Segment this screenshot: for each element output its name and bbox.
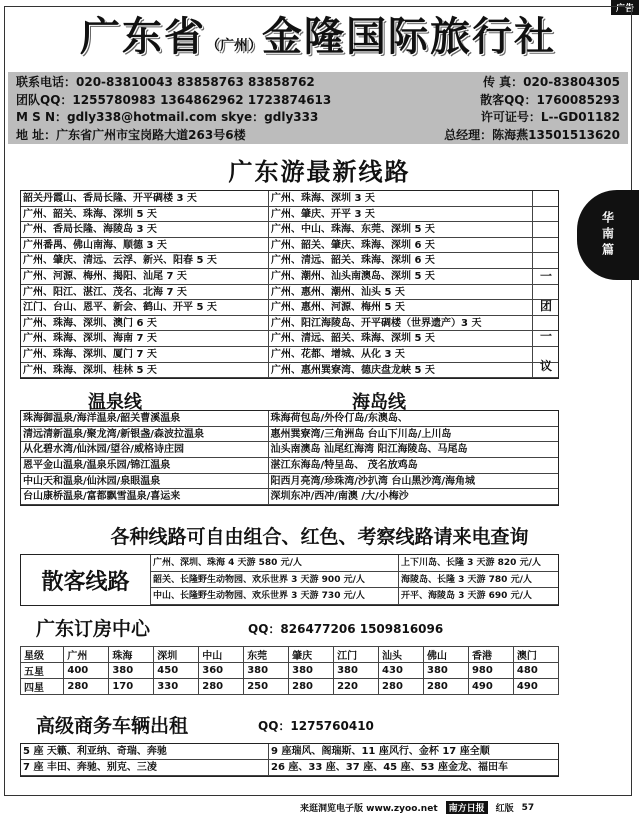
- route-row: [21, 269, 558, 285]
- hotel-cell: 490: [513, 679, 558, 695]
- combo-headline: 各种线路可自由组合、红色、考察线路请来电查询: [110, 526, 529, 548]
- route-cell: 广州、惠州、河源、梅州 5 天: [269, 300, 533, 315]
- hot-spring-title: 温泉线: [88, 392, 142, 413]
- individual-route-cell: 广州、深圳、珠海 4 天游 580 元/人: [151, 555, 399, 571]
- group-note: [533, 190, 559, 386]
- route-row: [21, 331, 558, 347]
- hotel-cell: 五星: [21, 663, 64, 679]
- page-number: 57: [521, 802, 535, 813]
- hotel-cell: 380: [244, 663, 289, 679]
- contact-guest-qq: 散客QQ：1760085293: [480, 92, 620, 107]
- car-qq: QQ：1275760410: [258, 719, 374, 733]
- route-row: [21, 363, 558, 379]
- hotel-header-cell: 广州: [64, 647, 109, 663]
- contact-panel: [8, 72, 628, 144]
- line-row: [21, 442, 558, 458]
- route-row: [21, 253, 558, 269]
- car-cell: 5 座 天籁、利亚纳、奇瑞、奔驰: [21, 744, 269, 759]
- car-cell: 9 座瑞风、阁瑞斯、11 座风行、金杯 17 座全顺: [271, 746, 490, 757]
- hotel-cell: 480: [513, 663, 558, 679]
- contact-row: [16, 74, 620, 92]
- car-row: [21, 744, 558, 760]
- route-row: [21, 285, 558, 301]
- route-cell: 广州、肇庆、开平 3 天: [269, 207, 533, 222]
- hotel-cell: 980: [468, 663, 513, 679]
- individual-route-row: [151, 555, 558, 572]
- route-cell: 广州、阳江、湛江、茂名、北海 7 天: [21, 285, 269, 300]
- individual-route-cell: 海陵岛、长隆 3 天游 780 元/人: [401, 574, 532, 585]
- route-cell: 广州、肇庆、清远、云浮、新兴、阳春 5 天: [21, 253, 269, 268]
- side-tab: 华南篇: [577, 190, 639, 280]
- route-cell: 广州、中山、珠海、东莞、深圳 5 天: [269, 222, 533, 237]
- title-paren: （广州）: [206, 38, 262, 54]
- hotel-header-cell: 东莞: [244, 647, 289, 663]
- individual-route-row: [151, 572, 558, 589]
- contact-fax: 传 真：020-83804305: [482, 75, 620, 89]
- hotel-cell: 380: [334, 663, 379, 679]
- hotel-cell: 450: [154, 663, 199, 679]
- route-cell: 广州、清远、韶关、珠海、深圳 5 天: [269, 331, 533, 346]
- route-cell: 广州、清远、韶关、珠海、深圳 6 天: [269, 253, 533, 268]
- title-main: 广东省: [80, 14, 206, 60]
- hotel-header-cell: 肇庆: [289, 647, 334, 663]
- hotel-cell: 360: [199, 663, 244, 679]
- hotel-header-cell: 江门: [334, 647, 379, 663]
- hotel-header-cell: 深圳: [154, 647, 199, 663]
- spring-cell: 中山天和温泉/仙沐园/泉眼温泉: [21, 474, 269, 489]
- hotel-header-cell: 汕头: [379, 647, 424, 663]
- line-row: [21, 474, 558, 490]
- contact-address: 地 址：广东省广州市宝岗路大道263号6楼: [16, 127, 246, 142]
- individual-route-cell: 开平、海陵岛 3 天游 690 元/人: [401, 591, 532, 602]
- island-title: 海岛线: [352, 392, 406, 413]
- car-title: 高级商务车辆出租: [36, 715, 189, 737]
- hotel-cell: 380: [289, 663, 334, 679]
- footer-section: 红版: [495, 804, 514, 814]
- car-cell: 7 座 丰田、奔驰、别克、三凌: [21, 760, 269, 775]
- route-cell: 广州、河源、梅州、揭阳、汕尾 7 天: [21, 269, 269, 284]
- hotel-price-table: [20, 646, 559, 695]
- hotel-header-cell: 澳门: [513, 647, 558, 663]
- hotel-cell: 280: [424, 679, 469, 695]
- routes-table: [20, 190, 559, 379]
- hotel-header-cell: 中山: [199, 647, 244, 663]
- route-cell: 广州、韶关、肇庆、珠海、深圳 6 天: [269, 238, 533, 253]
- corner-tag: 广告: [611, 0, 639, 15]
- footer-text: 来逛洞览电子版 www.zyoo.net: [300, 804, 438, 814]
- contact-manager: 总经理：陈海燕13501513620: [444, 127, 620, 142]
- individual-routes-label: 散客线路: [21, 555, 151, 605]
- hotel-cell: 380: [109, 663, 154, 679]
- individual-routes: [20, 554, 559, 606]
- spring-island-table: [20, 410, 559, 506]
- hotel-cell: 430: [379, 663, 424, 679]
- hotel-title: 广东订房中心: [36, 618, 151, 640]
- contact-msn: M S N：gdly338@hotmail.com skye：gdly333: [16, 110, 319, 124]
- route-row: [21, 207, 558, 223]
- hotel-cell: 280: [64, 679, 109, 695]
- route-cell: 广州、珠海、深圳 3 天: [269, 191, 533, 206]
- hotel-cell: 四星: [21, 679, 64, 695]
- hotel-header-cell: 香港: [468, 647, 513, 663]
- hotel-qq: QQ：826477206 1509816096: [248, 622, 444, 636]
- hotel-cell: 490: [468, 679, 513, 695]
- spring-cell: 清远清新温泉/聚龙湾/新银盏/森波拉温泉: [21, 427, 269, 442]
- group-note-char: 一: [539, 268, 552, 283]
- route-cell: 广州、阳江海陵岛、开平碉楼（世界遗产）3 天: [269, 316, 533, 331]
- hotel-row: [21, 663, 559, 679]
- hotel-cell: 250: [244, 679, 289, 695]
- route-cell: 广州、珠海、深圳、厦门 7 天: [21, 347, 269, 362]
- route-cell: 广州番禺、佛山南海、顺德 3 天: [21, 238, 269, 253]
- page-footer: [300, 801, 534, 814]
- individual-routes-table: [151, 555, 558, 605]
- route-cell: 广州、珠海、深圳、澳门 6 天: [21, 316, 269, 331]
- island-cell: 湛江东海岛/特呈岛、 茂名放鸡岛: [270, 460, 418, 472]
- route-cell: 江门、台山、恩平、新会、鹤山、开平 5 天: [21, 300, 269, 315]
- line-row: [21, 427, 558, 443]
- group-note-char: 议: [539, 358, 552, 373]
- island-cell: 汕头南澳岛 汕尾红海湾 阳江海陵岛、马尾岛: [270, 444, 468, 456]
- contact-row: [16, 109, 620, 127]
- hotel-cell: 220: [334, 679, 379, 695]
- line-row: [21, 458, 558, 474]
- contact-phone: 联系电话：020-83810043 83858763 83858762: [16, 75, 315, 89]
- route-cell: 广州、惠州、潮州、汕头 5 天: [269, 285, 533, 300]
- spring-cell: 珠海御温泉/海洋温泉/韶关曹溪温泉: [21, 411, 269, 426]
- route-cell: 韶关丹霞山、香局长隆、开平碉楼 3 天: [21, 191, 269, 206]
- hotel-cell: 170: [109, 679, 154, 695]
- routes-title: 广东游最新线路: [228, 158, 411, 186]
- group-note-char: 团: [539, 298, 552, 313]
- island-cell: 深圳东冲/西冲/南澳 /大/小梅沙: [270, 491, 409, 503]
- route-cell: 广州、潮州、汕头南澳岛、深圳 5 天: [269, 269, 533, 284]
- route-cell: 广州、珠海、深圳、海南 7 天: [21, 331, 269, 346]
- individual-route-cell: 韶关、长隆野生动物园、欢乐世界 3 天游 900 元/人: [151, 572, 399, 588]
- footer-box: 南方日报: [446, 801, 488, 814]
- route-row: [21, 222, 558, 238]
- hotel-header-row: [21, 647, 559, 663]
- hotel-cell: 400: [64, 663, 109, 679]
- island-cell: 阳西月亮湾/珍珠湾/沙扒湾 台山黑沙湾/海角城: [270, 475, 475, 487]
- car-cell: 26 座、33 座、37 座、45 座、53 座金龙、福田车: [271, 762, 508, 773]
- route-row: [21, 191, 558, 207]
- route-row: [21, 300, 558, 316]
- contact-team-qq: 团队QQ：1255780983 1364862962 1723874613: [16, 92, 332, 107]
- spring-cell: 从化碧水湾/仙沐园/望谷/威格诗庄园: [21, 442, 269, 457]
- line-row: [21, 411, 558, 427]
- agency-title: [4, 7, 632, 67]
- route-cell: 广州、花都、增城、从化 3 天: [269, 347, 533, 362]
- individual-route-row: [151, 588, 558, 605]
- contact-row: [16, 92, 620, 110]
- route-row: [21, 316, 558, 332]
- island-cell: 惠州巽寮湾/三角洲岛 台山下川岛/上川岛: [270, 428, 452, 440]
- hotel-header-cell: 珠海: [109, 647, 154, 663]
- hotel-cell: 380: [424, 663, 469, 679]
- group-note-char: 一: [539, 328, 552, 343]
- route-row: [21, 347, 558, 363]
- contact-license: 许可证号：L--GD01182: [480, 110, 620, 124]
- hotel-header-cell: 星级: [21, 647, 64, 663]
- individual-route-cell: 中山、长隆野生动物园、欢乐世界 3 天游 730 元/人: [151, 588, 399, 604]
- car-row: [21, 760, 558, 776]
- route-cell: 广州、香局长隆、海陵岛 3 天: [21, 222, 269, 237]
- contact-row: [16, 127, 620, 145]
- route-cell: 广州、珠海、深圳、桂林 5 天: [21, 363, 269, 378]
- hotel-cell: 280: [379, 679, 424, 695]
- route-cell: 广州、韶关、珠海、深圳 5 天: [21, 207, 269, 222]
- hotel-cell: 330: [154, 679, 199, 695]
- hotel-row: [21, 679, 559, 695]
- spring-cell: 恩平金山温泉/温泉乐园/锦江温泉: [21, 458, 269, 473]
- hotel-cell: 280: [289, 679, 334, 695]
- route-cell: 广州、惠州巽寮湾、德庆盘龙峡 5 天: [269, 363, 533, 378]
- individual-route-cell: 上下川岛、长隆 3 天游 820 元/人: [401, 558, 541, 568]
- route-row: [21, 238, 558, 254]
- line-row: [21, 489, 558, 505]
- car-rental-table: [20, 743, 559, 777]
- hotel-cell: 280: [199, 679, 244, 695]
- hotel-header-cell: 佛山: [424, 647, 469, 663]
- spring-cell: 台山康桥温泉/富都飘雪温泉/喜运来: [21, 489, 269, 504]
- title-tail: 金隆国际旅行社: [262, 14, 556, 60]
- island-cell: 珠海荷包岛/外伶仃岛/东澳岛、: [270, 413, 408, 424]
